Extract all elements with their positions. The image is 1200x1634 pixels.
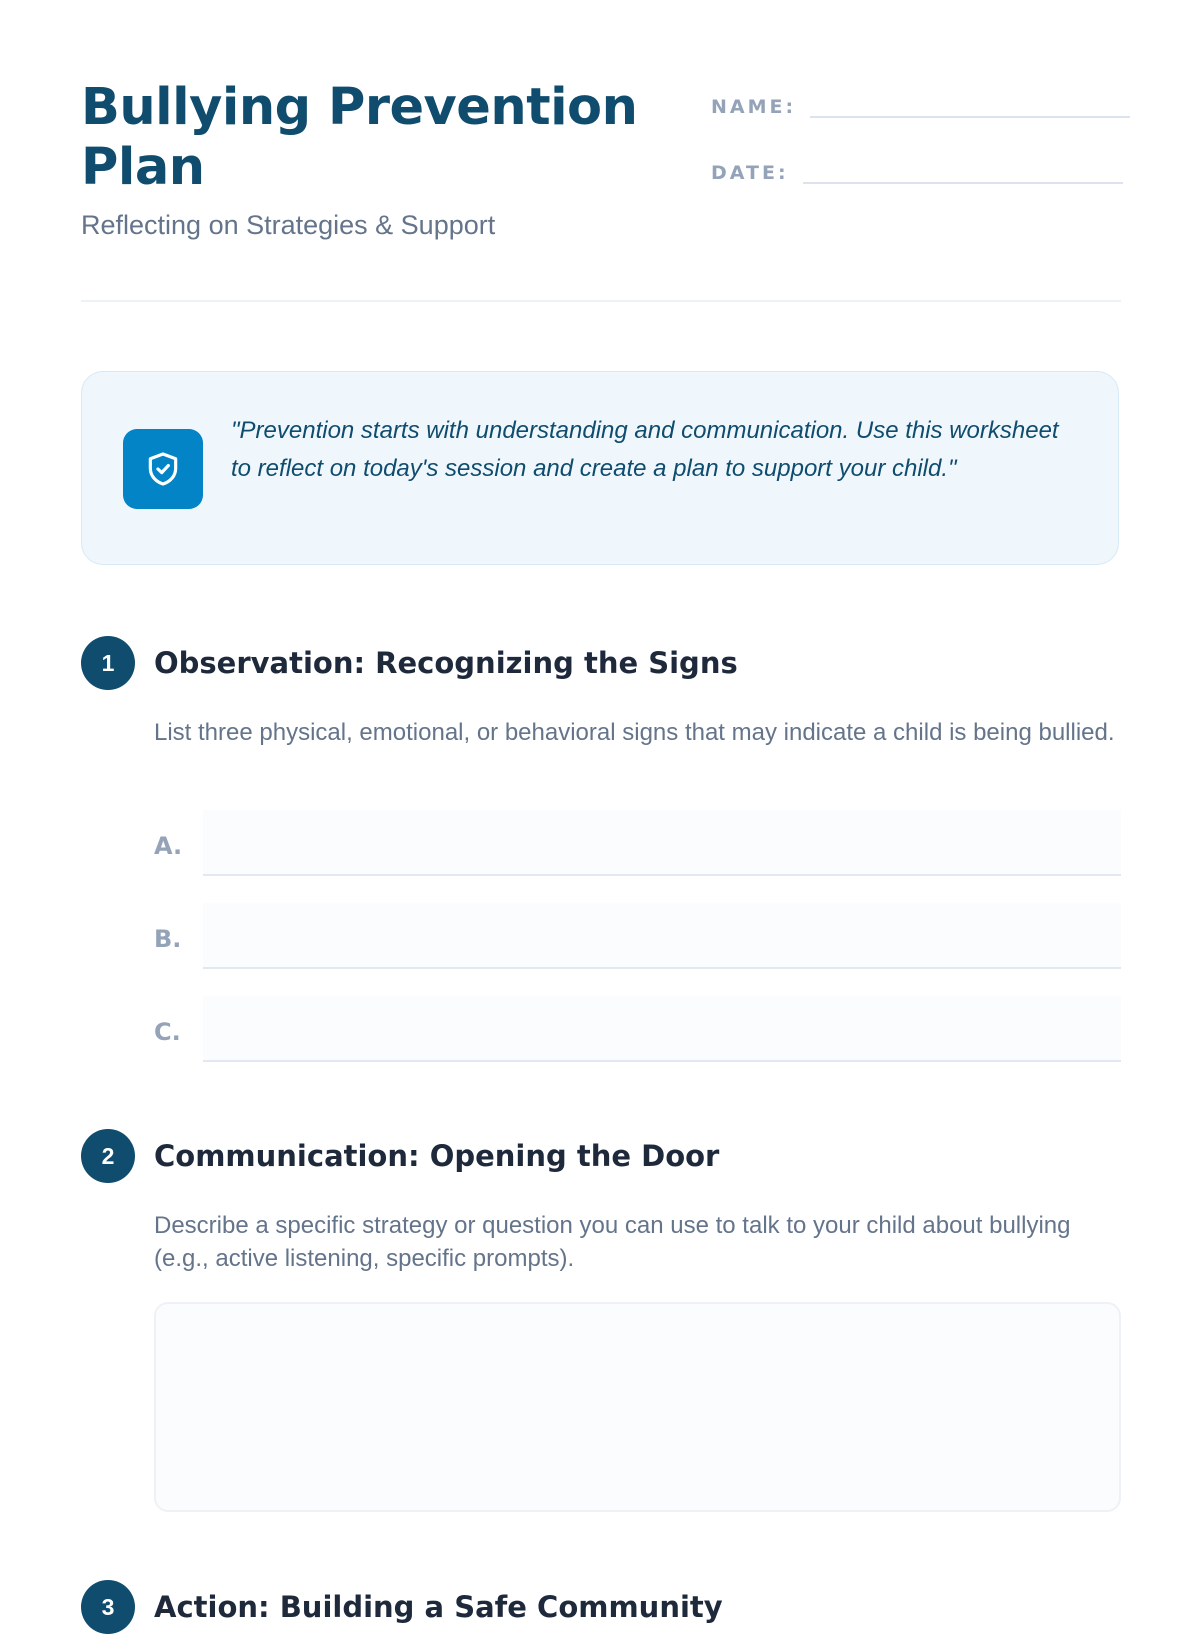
intro-quote-text: "Prevention starts with understanding and communication. Use this worksheet to reflect on today's session and create a plan to support your child." — [231, 417, 1059, 482]
answer-letter-a: A. — [154, 832, 183, 860]
date-field — [711, 152, 1123, 184]
answer-input-b[interactable] — [203, 903, 1121, 969]
answer-row-a — [154, 810, 1121, 876]
intro-quote-box — [81, 371, 1119, 565]
name-input-line[interactable] — [810, 86, 1130, 118]
section-2-title: Communication: Opening the Door — [154, 1139, 720, 1173]
section-3-number-badge: 3 — [81, 1580, 135, 1634]
answer-letter-c: C. — [154, 1018, 181, 1046]
communication-answer-textarea[interactable] — [154, 1302, 1121, 1512]
name-field — [711, 86, 1130, 118]
section-2-number-badge: 2 — [81, 1129, 135, 1183]
section-2-description: Describe a specific strategy or question you can use to talk to your child about bullying (e.g., active listening, specific prompts). — [154, 1212, 1071, 1272]
answer-row-b — [154, 903, 1121, 969]
answer-input-a[interactable] — [203, 810, 1121, 876]
section-3-title: Action: Building a Safe Community — [154, 1590, 723, 1624]
section-3-header — [81, 1580, 723, 1634]
page-title: Bullying Prevention Plan — [81, 78, 638, 197]
answer-input-c[interactable] — [203, 996, 1121, 1062]
page-subtitle: Reflecting on Strategies & Support — [81, 210, 496, 240]
date-input-line[interactable] — [803, 152, 1123, 184]
name-label: NAME: — [711, 96, 797, 118]
worksheet-page — [81, 0, 1121, 1624]
section-1-description: List three physical, emotional, or behavioral signs that may indicate a child is being bullied. — [154, 719, 1115, 746]
section-1-header — [81, 636, 738, 690]
section-1-number-badge: 1 — [81, 636, 135, 690]
section-1-title: Observation: Recognizing the Signs — [154, 646, 738, 680]
header-divider — [81, 300, 1121, 302]
answer-letter-b: B. — [154, 925, 182, 953]
section-2-header — [81, 1129, 719, 1183]
shield-check-icon — [123, 429, 203, 509]
date-label: DATE: — [711, 162, 789, 184]
answer-row-c — [154, 996, 1121, 1062]
